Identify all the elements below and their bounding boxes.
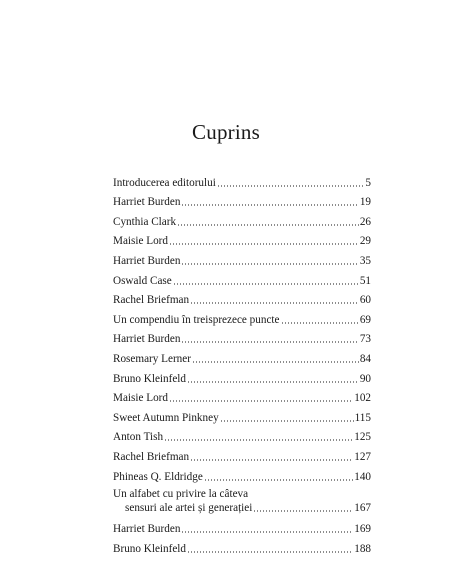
- dot-leader: [204, 479, 353, 481]
- toc-entry-page: 140: [354, 470, 371, 483]
- toc-entry-page: 127: [354, 450, 371, 463]
- toc-entry[interactable]: [113, 248, 371, 268]
- toc-entry-page: 51: [359, 274, 371, 287]
- dot-leader: [187, 551, 353, 553]
- toc-entry[interactable]: [113, 444, 371, 464]
- toc-entry-label: Maisie Lord: [113, 392, 168, 405]
- dot-leader: [181, 263, 358, 265]
- toc-entry-page: 5: [365, 176, 371, 189]
- toc-entry-page: 69: [359, 313, 371, 326]
- toc-entry-label: Oswald Case: [113, 274, 172, 287]
- toc-entry-page: 90: [359, 372, 371, 385]
- toc-entry-label: Bruno Kleinfeld: [113, 372, 187, 385]
- toc-entry-page: 125: [354, 431, 371, 444]
- toc-entry[interactable]: [113, 517, 371, 537]
- toc-entry-page: 26: [359, 215, 371, 228]
- toc-entry-page: 19: [359, 196, 371, 209]
- toc-entry-page: 102: [354, 392, 371, 405]
- toc-entry[interactable]: [113, 209, 371, 229]
- dot-leader: [217, 185, 365, 187]
- toc-entry[interactable]: [113, 464, 371, 484]
- toc-entry-page: 84: [359, 352, 371, 365]
- toc-entry-page: 167: [354, 501, 371, 514]
- toc-entry-label: Harriet Burden: [113, 254, 181, 267]
- toc-entry-label-continued: sensuri ale artei și generației: [125, 501, 253, 514]
- toc-entry-page: 35: [359, 254, 371, 267]
- dot-leader: [181, 341, 358, 343]
- toc-entry[interactable]: [113, 229, 371, 249]
- toc-entry[interactable]: [113, 366, 371, 386]
- table-of-contents: [113, 170, 371, 556]
- toc-entry-label: Phineas Q. Eldridge: [113, 470, 203, 483]
- dot-leader: [164, 439, 353, 441]
- toc-entry-page: 169: [354, 523, 371, 536]
- dot-leader: [169, 243, 359, 245]
- toc-entry-label: Bruno Kleinfeld: [113, 542, 187, 555]
- dot-leader: [190, 459, 353, 461]
- dot-leader: [187, 381, 359, 383]
- toc-entry[interactable]: [113, 386, 371, 406]
- toc-entry[interactable]: [113, 327, 371, 347]
- toc-entry[interactable]: [113, 307, 371, 327]
- dot-leader: [177, 224, 359, 226]
- toc-entry[interactable]: [113, 484, 371, 517]
- toc-entry-page: 115: [354, 411, 371, 424]
- dot-leader: [220, 420, 354, 422]
- toc-entry[interactable]: [113, 405, 371, 425]
- dot-leader: [192, 361, 359, 363]
- toc-entry[interactable]: [113, 288, 371, 308]
- toc-entry-label: Rosemary Lerner: [113, 352, 191, 365]
- toc-entry-page: 60: [359, 294, 371, 307]
- toc-entry[interactable]: [113, 536, 371, 556]
- dot-leader: [253, 510, 353, 512]
- toc-entry[interactable]: [113, 425, 371, 445]
- toc-entry[interactable]: [113, 170, 371, 190]
- toc-entry-label: Rachel Briefman: [113, 450, 190, 463]
- page-title: Cuprins: [192, 120, 260, 144]
- toc-entry-label: Harriet Burden: [113, 333, 181, 346]
- dot-leader: [169, 400, 353, 402]
- dot-leader: [173, 283, 359, 285]
- toc-entry-label: Cynthia Clark: [113, 215, 177, 228]
- toc-entry-label: Harriet Burden: [113, 196, 181, 209]
- toc-entry[interactable]: [113, 268, 371, 288]
- dot-leader: [181, 204, 358, 206]
- dot-leader: [281, 322, 359, 324]
- toc-entry-label: Un compendiu în treisprezece puncte: [113, 313, 280, 326]
- toc-entry-page: 73: [359, 333, 371, 346]
- toc-entry[interactable]: [113, 190, 371, 210]
- dot-leader: [190, 302, 359, 304]
- toc-entry-label: Sweet Autumn Pinkney: [113, 411, 219, 424]
- toc-entry-label: Un alfabet cu privire la câteva: [113, 487, 249, 500]
- toc-entry-page: 29: [359, 235, 371, 248]
- toc-entry-label: Harriet Burden: [113, 523, 181, 536]
- dot-leader: [181, 531, 353, 533]
- toc-entry-second-line: [113, 501, 371, 515]
- toc-entry-label: Anton Tish: [113, 431, 164, 444]
- toc-entry-label: Rachel Briefman: [113, 294, 190, 307]
- toc-entry-label: Maisie Lord: [113, 235, 168, 248]
- toc-entry[interactable]: [113, 346, 371, 366]
- toc-entry-first-line: [113, 487, 371, 501]
- toc-entry-label: Introducerea editorului: [113, 176, 216, 189]
- toc-entry-page: 188: [354, 542, 371, 555]
